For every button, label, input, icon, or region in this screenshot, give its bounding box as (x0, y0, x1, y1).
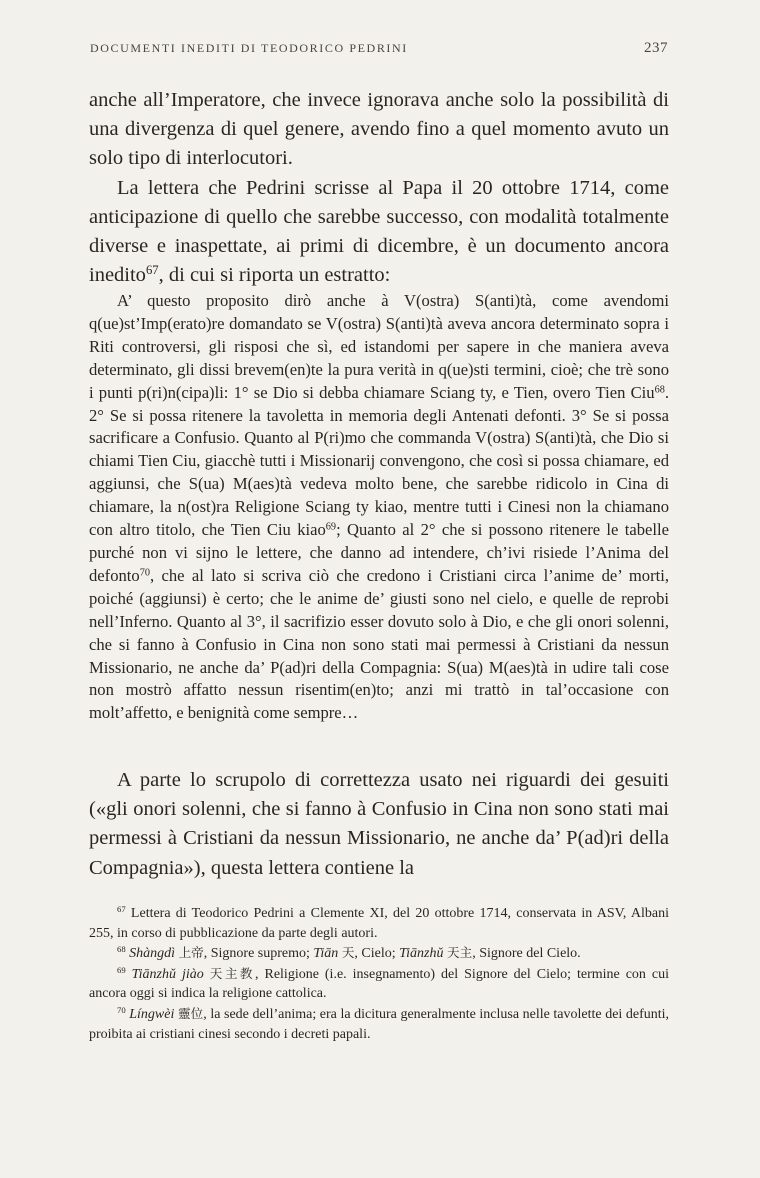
pinyin-term: Shàngdì (129, 946, 176, 962)
block-quote (89, 290, 669, 725)
footnote-67 (89, 904, 669, 943)
chinese-characters: 天主教 (209, 965, 255, 981)
footnote-text: , Religione (i.e. insegnamento) del Signore del Cielo; termine con cui ancora oggi si indica la religione cattolica. (89, 966, 670, 1002)
footnote-text: , Cielo; (354, 946, 400, 962)
footnote-ref-67: 67 (145, 263, 159, 278)
main-text-bottom (89, 766, 669, 883)
pinyin-term: Tiān (313, 946, 339, 962)
footnote-70 (89, 1004, 669, 1044)
paragraph-commentary: A parte lo scrupolo di correttezza usato nei riguardi dei gesuiti («gli onori solenni, che si fanno à Confusio in Cina non sono stati mai permessi à Cristiani da nessun Missionario, ne anche da’ P(ad)ri della Compagnia»), questa lettera contiene la (89, 769, 669, 879)
footnote-text: , Signore del Cielo. (472, 946, 581, 962)
footnote-69 (89, 964, 669, 1004)
footnote-ref-68: 68 (654, 383, 665, 395)
pinyin-term: Tiānzhǔ jiào (131, 966, 204, 982)
paragraph-letter-intro (89, 174, 669, 291)
quote-text: A’ questo proposito dirò anche à V(ostra) S(anti)tà, come avendomi q(ue)st’Imp(erato)re domandato se V(ostra) S(anti)tà aveva ancora determinato sopra i Riti controversi, gli risposi che sì, ed istandomi per sapere in che maniera aveva determinato, gli dissi brevem(en)te la pura verità in q(ue)sti termini, cioè; che trè sono i punti p(ri)n(cipa)li: 1° se Dio si debba chiamare Sciang ty, e Tien, overo Tien Ciu (89, 291, 669, 402)
footnote-number: 67 (117, 904, 126, 915)
chinese-characters: 天主 (447, 945, 473, 961)
footnote-text: , la sede dell’anima; era la dicitura generalmente inclusa nelle tavolette dei defunti, proibita ai cristiani cinesi secondo i decreti papali. (89, 1006, 670, 1042)
footnote-ref-69: 69 (325, 521, 337, 533)
footnote-ref-70: 70 (139, 567, 150, 579)
paragraph-text: La lettera che Pedrini scrisse al Papa il 20 ottobre 1714, come anticipazione di quello che sarebbe successo, con modalità totalmente diverse e inaspettate, ai primi di dicembre, è un documento ancora inedito (89, 176, 669, 287)
footnote-text: Lettera di Teodorico Pedrini a Clemente XI, del 20 ottobre 1714, conservata in ASV, Albani 255, in corso di pubblicazione da parte degli autori. (89, 906, 670, 941)
quote-text: , che al lato si scriva ciò che credono i Cristiani circa l’anime de’ morti, poiché (aggiunsi) è certo; che le anime de’ giusti sono nel cielo, e quelle de reprobi nell’Inferno. Quanto al 3°, il sacrifizio esser dovuto solo à Dio, e che gli onori solenni, che si fanno à Confusio in Cina non sono stati mai permessi à Cristiani da nessun Missionario, ne anche da’ P(ad)ri della Compagnia: S(ua) M(aes)tà in udire tali cose non mostrò affatto nessun risentim(en)to; anzi mi trattò in tal’occasione con molt’affetto, e benignità come sempre… (89, 565, 669, 723)
main-text-top (89, 86, 669, 290)
pinyin-term: Tiānzhǔ (399, 946, 444, 962)
quote-text: . 2° Se si possa ritenere la tavoletta in memoria degli Antenati defonti. 3° Se si possa sacrificare a Confusio. Quanto al P(ri)mo che commanda V(ostra) S(anti)tà, che Dio si chiami Tien Ciu, giacchè tutti i Missionarij convengono, che così si possa chiamare, ed aggiunsi, che S(ua) M(aes)tà vedeva molto bene, che sarebbe ridicolo in Cina di chiamare, la n(ost)ra Religione Sciang ty kiao, mentre tutti i Cinesi non la chiamano con altro titolo, che Tien Ciu kiao (89, 382, 669, 540)
chinese-characters: 天 (341, 945, 355, 961)
chinese-characters: 靈位 (177, 1005, 204, 1021)
paragraph-text: , di cui si riporta un estratto: (158, 264, 391, 287)
chinese-characters: 上帝 (178, 945, 204, 961)
footnotes (89, 904, 669, 1044)
pinyin-term: Língwèi (129, 1006, 175, 1022)
running-head (90, 40, 668, 57)
paragraph-continuation: anche all’Imperatore, che invece ignorava anche solo la possibilità di una divergenza di quel genere, avendo fino a quel momento avuto un solo tipo di interlocutori. (89, 89, 669, 170)
quote-text: ; Quanto al 2° che si possono ritenere le tabelle purché non vi sijno le lettere, che danno ad intendere, ch’ivi risiede l’Anima del defonto (89, 520, 669, 585)
footnote-text: , Signore supremo; (203, 946, 314, 962)
page-number: 237 (644, 40, 668, 56)
footnote-68 (89, 943, 669, 964)
running-head-title: DOCUMENTI INEDITI DI TEODORICO PEDRINI (90, 41, 408, 55)
footnote-number: 68 (117, 944, 126, 955)
footnote-number: 70 (117, 1005, 126, 1016)
quote-paragraph (89, 290, 669, 725)
footnote-number: 69 (117, 965, 126, 976)
